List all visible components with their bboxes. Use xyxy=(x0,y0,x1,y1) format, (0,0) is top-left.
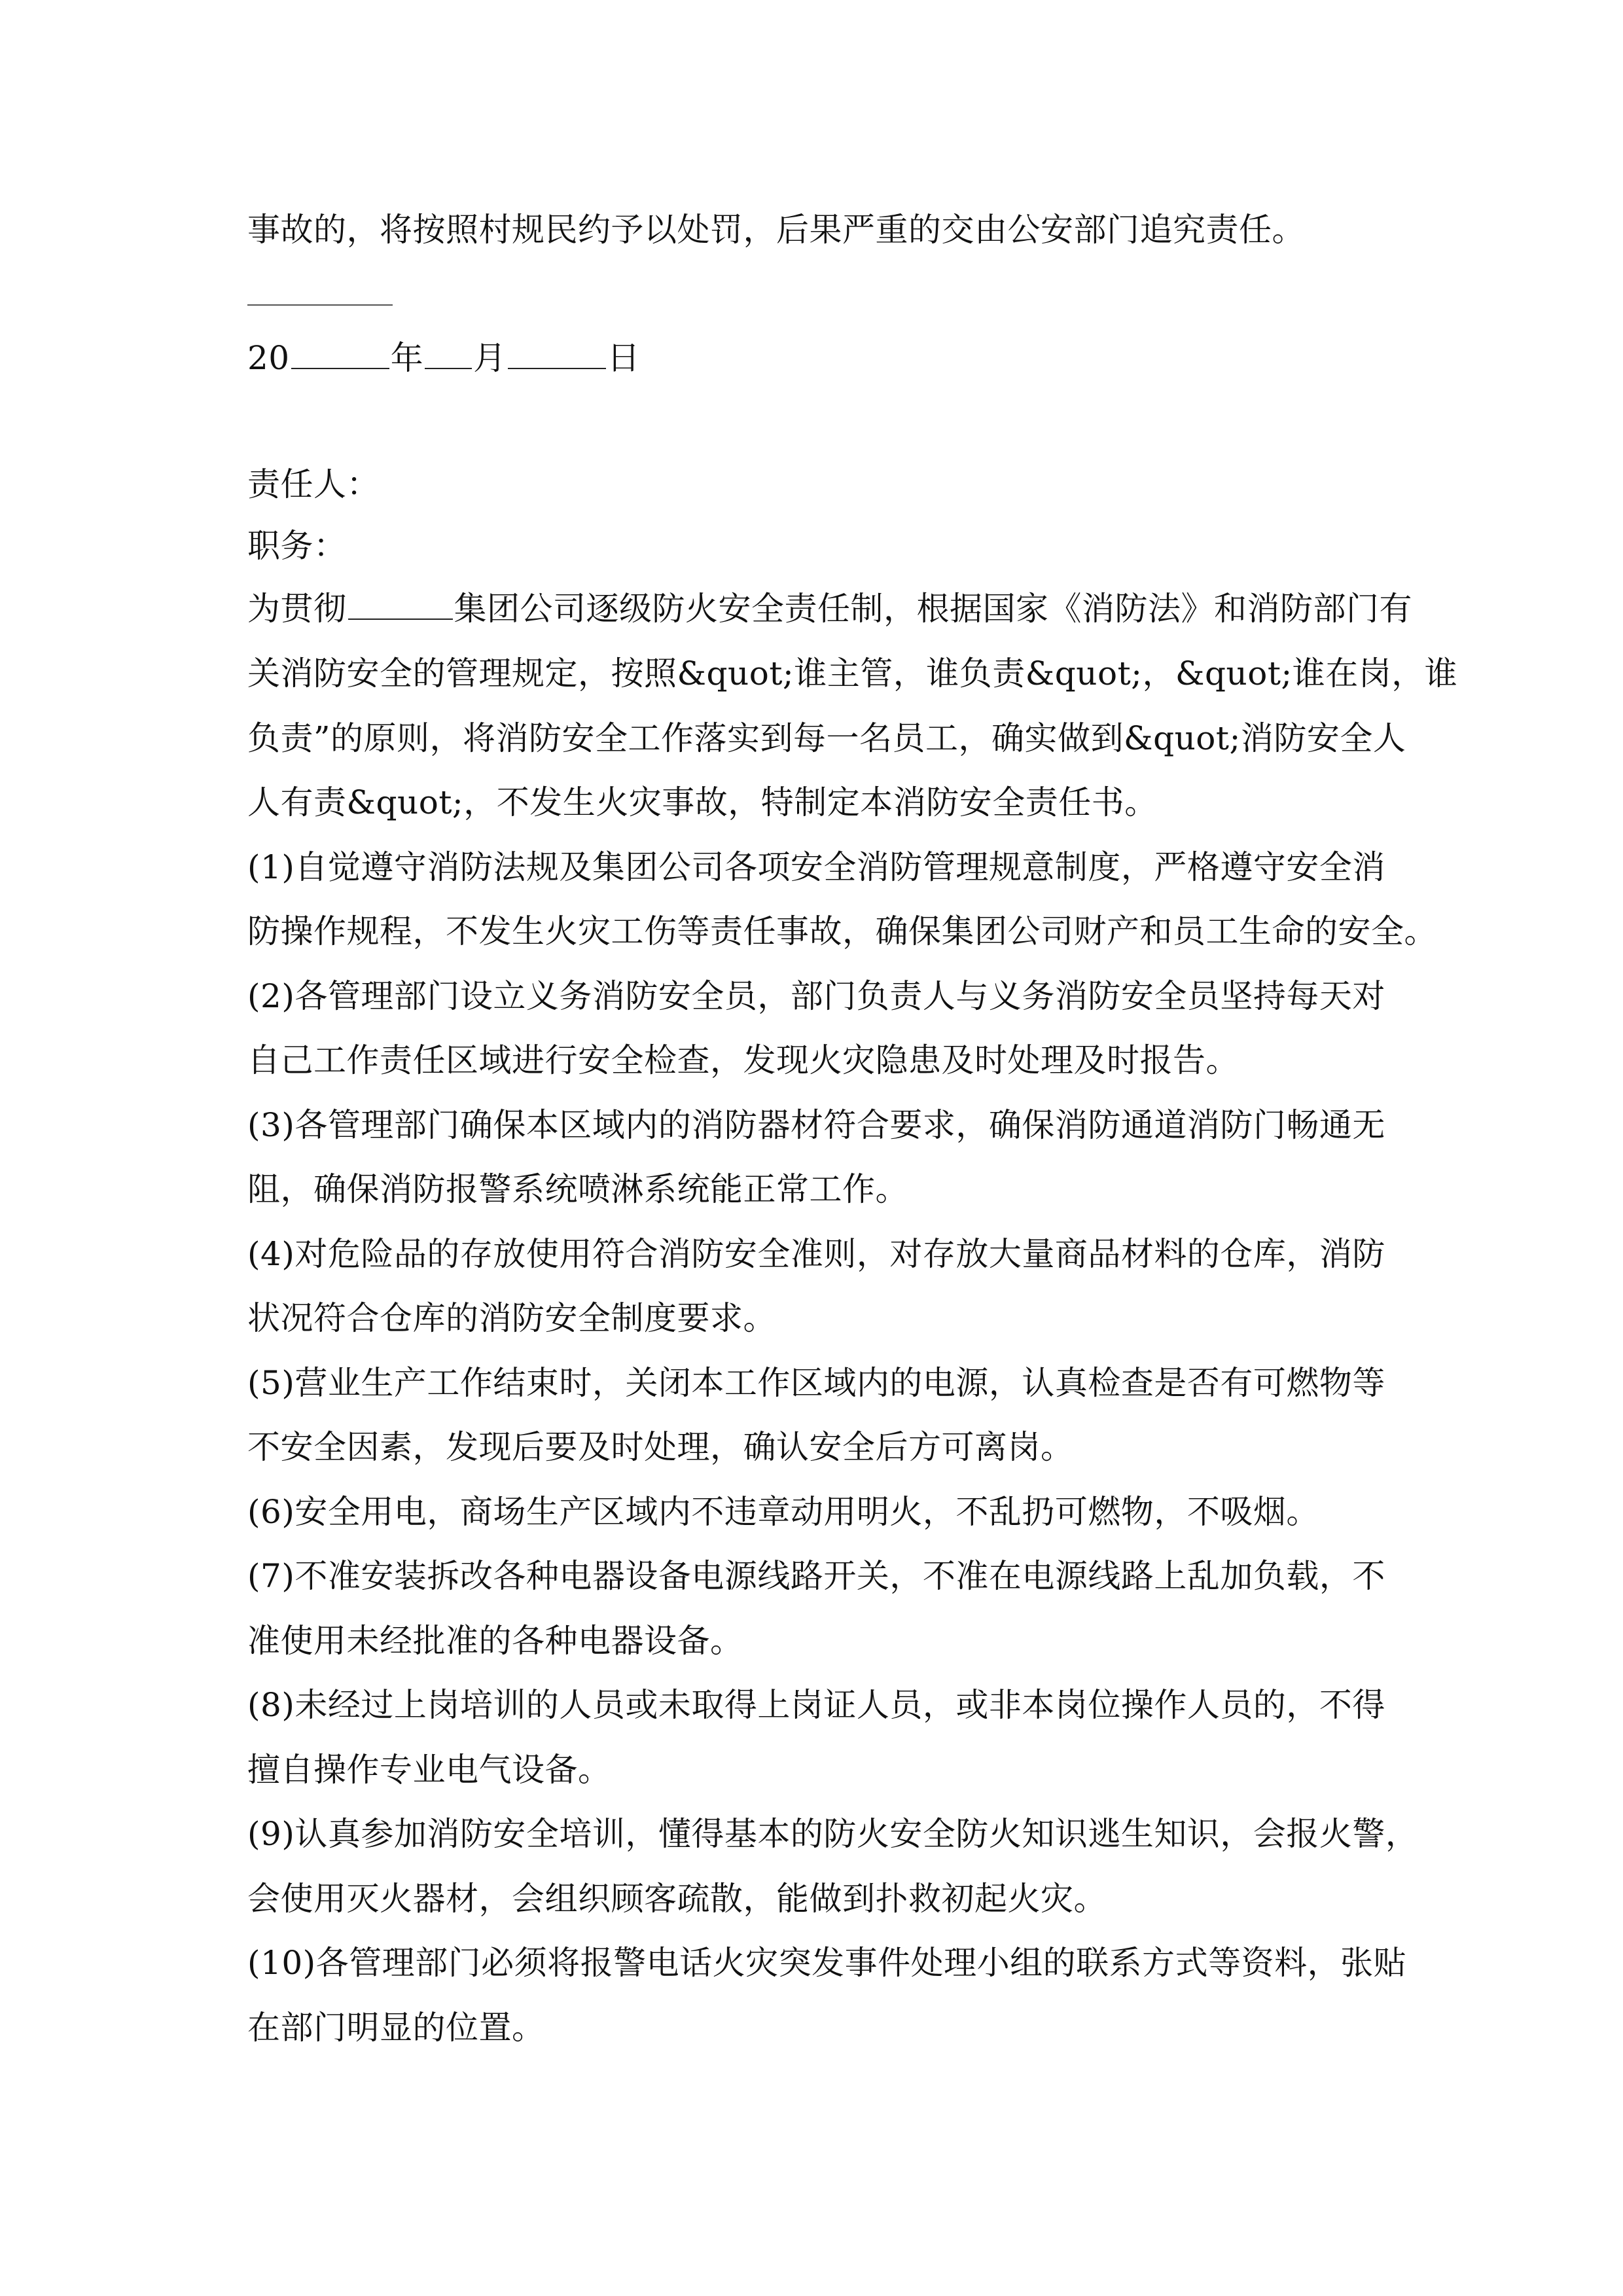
item-5-line-2: 不安全因素，发现后要及时处理，确认安全后方可离岗。 xyxy=(247,1428,1074,1466)
item-5-line-1: (5)营业生产工作结束时，关闭本工作区域内的电源，认真检查是否有可燃物等 xyxy=(247,1364,1385,1402)
item-10-line-2: 在部门明显的位置。 xyxy=(247,2009,545,2047)
intro-line: 事故的，将按照村规民约予以处罚，后果严重的交由公安部门追究责任。 xyxy=(247,211,1305,249)
day-blank xyxy=(508,335,606,369)
signature-rule xyxy=(247,304,393,306)
item-1-line-1: (1)自觉遵守消防法规及集团公司各项安全消防管理规意制度，严格遵守安全消 xyxy=(247,848,1385,886)
item-4-line-2: 状况符合仓库的消防安全制度要求。 xyxy=(247,1299,776,1337)
item-9-line-2: 会使用灭火器材，会组织顾客疏散，能做到扑救初起火灾。 xyxy=(247,1880,1107,1918)
date-day-label: 日 xyxy=(607,339,641,377)
item-3-line-2: 阻，确保消防报警系统喷淋系统能正常工作。 xyxy=(247,1170,908,1208)
item-4-line-1: (4)对危险品的存放使用符合消防安全准则，对存放大量商品材料的仓库，消防 xyxy=(247,1235,1385,1273)
preamble-line-2: 关消防安全的管理规定，按照&quot;谁主管，谁负责&quot;，&quot;谁在岗，谁 xyxy=(247,655,1458,692)
date-year-label: 年 xyxy=(390,339,424,377)
item-8-line-2: 擅自操作专业电气设备。 xyxy=(247,1751,611,1789)
company-blank xyxy=(348,586,453,620)
preamble-text-end: 集团公司逐级防火安全责任制，根据国家《消防法》和消防部门有 xyxy=(454,590,1412,628)
preamble-line-4: 人有责&quot;，不发生火灾事故，特制定本消防安全责任书。 xyxy=(247,783,1158,821)
preamble-line-3: 负责”的原则，将消防安全工作落实到每一名员工，确实做到&quot;消防安全人 xyxy=(247,719,1406,757)
item-6-line-1: (6)安全用电，商场生产区域内不违章动用明火，不乱扔可燃物，不吸烟。 xyxy=(247,1493,1319,1531)
year-blank xyxy=(291,335,389,369)
item-9-line-1: (9)认真参加消防安全培训，懂得基本的防火安全防火知识逃生知识，会报火警， xyxy=(247,1815,1419,1853)
item-2-line-1: (2)各管理部门设立义务消防安全员，部门负责人与义务消防安全员坚持每天对 xyxy=(247,977,1385,1015)
preamble-text-start: 为贯彻 xyxy=(247,590,347,628)
date-month-label: 月 xyxy=(473,339,507,377)
position-label: 职务： xyxy=(247,527,347,565)
preamble-line-1 xyxy=(247,586,1412,632)
item-8-line-1: (8)未经过上岗培训的人员或未取得上岗证人员，或非本岗位操作人员的，不得 xyxy=(247,1686,1385,1724)
item-10-line-1: (10)各管理部门必须将报警电话火灾突发事件处理小组的联系方式等资料，张贴 xyxy=(247,1944,1407,1982)
item-2-line-2: 自己工作责任区域进行安全检查，发现火灾隐患及时处理及时报告。 xyxy=(247,1041,1239,1079)
item-3-line-1: (3)各管理部门确保本区域内的消防器材符合要求，确保消防通道消防门畅通无 xyxy=(247,1106,1385,1144)
month-blank xyxy=(425,335,472,369)
item-7-line-2: 准使用未经批准的各种电器设备。 xyxy=(247,1622,743,1660)
date-year-prefix: 20 xyxy=(247,339,290,377)
date-line xyxy=(247,335,1399,381)
item-1-line-2: 防操作规程，不发生火灾工伤等责任事故，确保集团公司财产和员工生命的安全。 xyxy=(247,912,1437,950)
responsible-label: 责任人： xyxy=(247,465,380,503)
item-7-line-1: (7)不准安装拆改各种电器设备电源线路开关，不准在电源线路上乱加负载，不 xyxy=(247,1557,1385,1595)
